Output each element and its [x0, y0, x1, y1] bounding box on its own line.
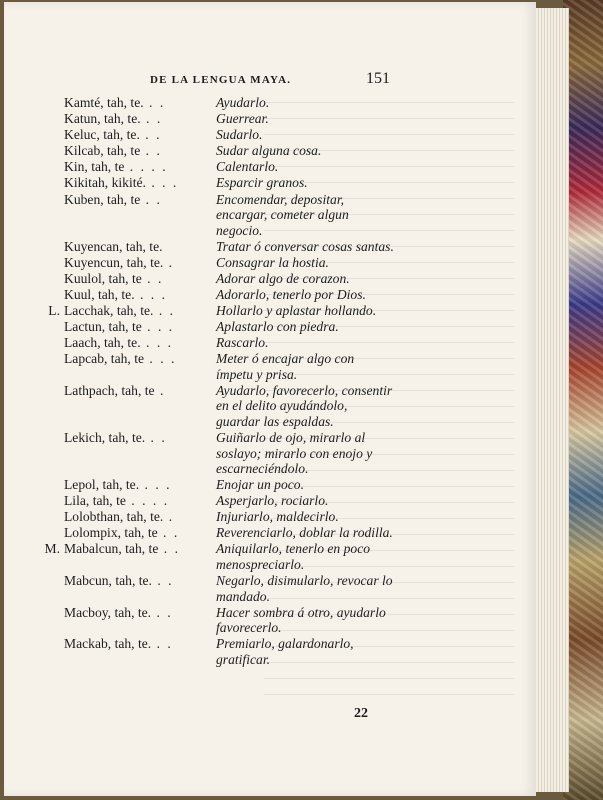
- entry-headword: Laach, tah, te.: [64, 335, 141, 351]
- entry-definition: Meter ó encajar algo con ímpetu y prisa.: [216, 351, 355, 382]
- entry-headword: Kikitah, kikité.: [64, 175, 146, 191]
- page-header: [4, 70, 536, 90]
- entry-headword: Kuul, tah, te.: [64, 286, 135, 302]
- dot-leader: .: [154, 382, 166, 398]
- entry-definition: Consagrar la hostia.: [216, 254, 329, 270]
- section-letter: M.: [44, 541, 60, 557]
- entry-headword: Kuulol, tah, te: [64, 270, 142, 286]
- entry-definition: Asperjarlo, rociarlo.: [216, 493, 329, 509]
- dictionary-entry: [4, 493, 536, 509]
- dot-leader: . .: [140, 111, 163, 127]
- page-number: 151: [366, 70, 390, 87]
- entry-definition: Enojar un poco.: [216, 477, 304, 493]
- entry-headword: Kuyencun, tah, te.: [64, 254, 164, 270]
- dot-leader: . .: [151, 604, 173, 620]
- dot-leader: . . .: [139, 477, 172, 493]
- book-page: [4, 2, 536, 796]
- section-letter: [4, 605, 64, 636]
- section-letter: [4, 143, 64, 159]
- section-letter: [4, 127, 64, 143]
- section-letter: [4, 319, 64, 335]
- entry-definition: Guerrear.: [216, 111, 269, 127]
- dictionary-entry: [4, 319, 536, 335]
- section-letter: [4, 509, 64, 525]
- section-letter: [4, 111, 64, 127]
- dot-leader: . .: [140, 143, 162, 159]
- dictionary-entry: [4, 192, 536, 239]
- section-letter: [4, 255, 64, 271]
- dot-leader: . . .: [140, 335, 174, 351]
- entry-definition: Aplastarlo con piedra.: [216, 319, 339, 335]
- entry-definition: Aniquilarlo, tenerlo en poco menospreciarlo.: [216, 541, 371, 572]
- dot-leader: . .: [157, 525, 180, 541]
- signature-mark: 22: [354, 706, 368, 721]
- section-letter: [4, 287, 64, 303]
- dictionary-entry: [4, 541, 536, 572]
- dictionary-entry: [4, 143, 536, 159]
- section-letter: [4, 636, 64, 667]
- entry-definition: Hacer sombra á otro, ayudarlo favorecerlo.: [216, 604, 386, 636]
- entry-definition: Calentarlo.: [216, 159, 279, 175]
- dictionary-entry: [4, 573, 536, 604]
- dot-leader: . .: [145, 430, 167, 445]
- page-edges: [532, 8, 569, 792]
- entry-headword: Mabalcun, tah, te: [64, 541, 159, 557]
- entry-headword: Kuyencan, tah, te.: [64, 238, 163, 254]
- entry-definition: Reverenciarlo, doblar la rodilla.: [216, 525, 393, 541]
- dictionary-entry: [4, 383, 536, 430]
- dot-leader: . . .: [145, 175, 179, 191]
- section-letter: [4, 493, 64, 509]
- section-letter: [4, 335, 64, 351]
- dot-leader: . .: [151, 636, 173, 652]
- dot-leader: . .: [140, 191, 162, 207]
- dot-leader: . .: [141, 270, 164, 286]
- entry-headword: Lactun, tah, te: [64, 319, 142, 335]
- dictionary-entry: [4, 127, 536, 143]
- entry-headword: Kuben, tah, te: [64, 191, 141, 207]
- entry-definition: Adorarlo, tenerlo por Dios.: [216, 286, 366, 302]
- entry-headword: Mackab, tah, te.: [64, 636, 152, 652]
- entry-definition: Adorar algo de corazon.: [216, 270, 350, 286]
- dot-leader: . . . .: [125, 493, 170, 509]
- entry-headword: Lathpach, tah, te: [64, 382, 155, 398]
- dot-leader: . . .: [141, 319, 175, 335]
- dictionary-entry: [4, 605, 536, 636]
- section-letter: [4, 573, 64, 604]
- entry-definition: Rascarlo.: [216, 335, 269, 351]
- section-letter: [4, 95, 64, 111]
- section-letter: [4, 383, 64, 430]
- entry-definition: Negarlo, disimularlo, revocar lo mandado.: [216, 573, 393, 604]
- section-letter: [4, 159, 64, 175]
- entry-definition: Encomendar, depositar, encargar, cometer algun negocio.: [216, 191, 349, 238]
- entry-definition: Guiñarlo de ojo, mirarlo al soslayo; mirarlo con enojo y escarneciéndolo.: [216, 430, 373, 476]
- dictionary-entry: [4, 477, 536, 493]
- dictionary-entry: [4, 430, 536, 477]
- dictionary-entry: [4, 303, 536, 319]
- dictionary-entry: [4, 255, 536, 271]
- dot-leader: .: [163, 254, 175, 270]
- section-letter: [4, 192, 64, 239]
- entry-headword: Keluc, tah, te.: [64, 127, 140, 143]
- entry-definition: Hollarlo y aplastar hollando.: [216, 303, 377, 319]
- dictionary-entry: [4, 159, 536, 175]
- dictionary-entry: [4, 525, 536, 541]
- entry-definition: Sudar alguna cosa.: [216, 143, 322, 159]
- dictionary-entry: [4, 175, 536, 191]
- entry-headword: Katun, tah, te.: [64, 111, 141, 127]
- entry-headword: Kilcab, tah, te: [64, 143, 141, 159]
- dot-leader: . . .: [134, 286, 167, 302]
- dot-leader: . .: [143, 95, 166, 110]
- dictionary-entry: [4, 239, 536, 255]
- section-letter: [4, 430, 64, 477]
- dot-leader: . .: [158, 541, 180, 557]
- dictionary-entry: [4, 636, 536, 667]
- entry-headword: Lekich, tah, te.: [64, 430, 146, 445]
- entry-headword: Lacchak, tah, te.: [64, 303, 154, 319]
- section-letter: [4, 477, 64, 493]
- dot-leader: . .: [153, 303, 176, 319]
- entry-definition: Ayudarlo, favorecerlo, consentir en el delito ayudándolo, guardar las espaldas.: [216, 382, 393, 429]
- section-letter: [4, 525, 64, 541]
- entry-definition: Tratar ó conversar cosas santas.: [216, 238, 394, 254]
- entry-definition: Premiarlo, galardonarlo, gratificar.: [216, 636, 354, 667]
- dictionary-entry: [4, 351, 536, 382]
- dot-leader: . .: [139, 127, 162, 143]
- entry-definition: Sudarlo.: [216, 127, 263, 143]
- entry-headword: Macboy, tah, te.: [64, 604, 152, 620]
- entry-definition: Injuriarlo, maldecirlo.: [216, 509, 339, 525]
- dictionary-entry: [4, 111, 536, 127]
- dot-leader: . . .: [144, 351, 177, 367]
- dot-leader: .: [163, 509, 175, 525]
- section-letter: [4, 271, 64, 287]
- section-letter: [4, 239, 64, 255]
- dot-leader: . .: [151, 573, 174, 589]
- dictionary-entry: [4, 95, 536, 111]
- dictionary-entry: [4, 509, 536, 525]
- dictionary-entry: [4, 335, 536, 351]
- dictionary-entries: [4, 95, 536, 668]
- section-letter: [4, 175, 64, 191]
- entry-headword: Lila, tah, te: [64, 493, 126, 509]
- entry-headword: Kamté, tah, te.: [64, 95, 144, 110]
- entry-headword: Kin, tah, te: [64, 159, 125, 175]
- dot-leader: . . . .: [124, 159, 168, 175]
- entry-definition: Esparcir granos.: [216, 175, 308, 191]
- dictionary-entry: [4, 287, 536, 303]
- marbled-endpaper: [563, 0, 603, 800]
- section-letter: L.: [48, 303, 60, 319]
- entry-headword: Lepol, tah, te.: [64, 477, 140, 493]
- running-head: DE LA LENGUA MAYA.: [150, 74, 292, 86]
- section-letter: [4, 351, 64, 382]
- entry-headword: Mabcun, tah, te.: [64, 573, 152, 589]
- entry-headword: Lapcab, tah, te: [64, 351, 145, 367]
- dictionary-entry: [4, 271, 536, 287]
- entry-headword: Lolobthan, tah, te.: [64, 509, 164, 525]
- entry-definition: Ayudarlo.: [216, 95, 270, 110]
- entry-headword: Lolompix, tah, te: [64, 525, 158, 541]
